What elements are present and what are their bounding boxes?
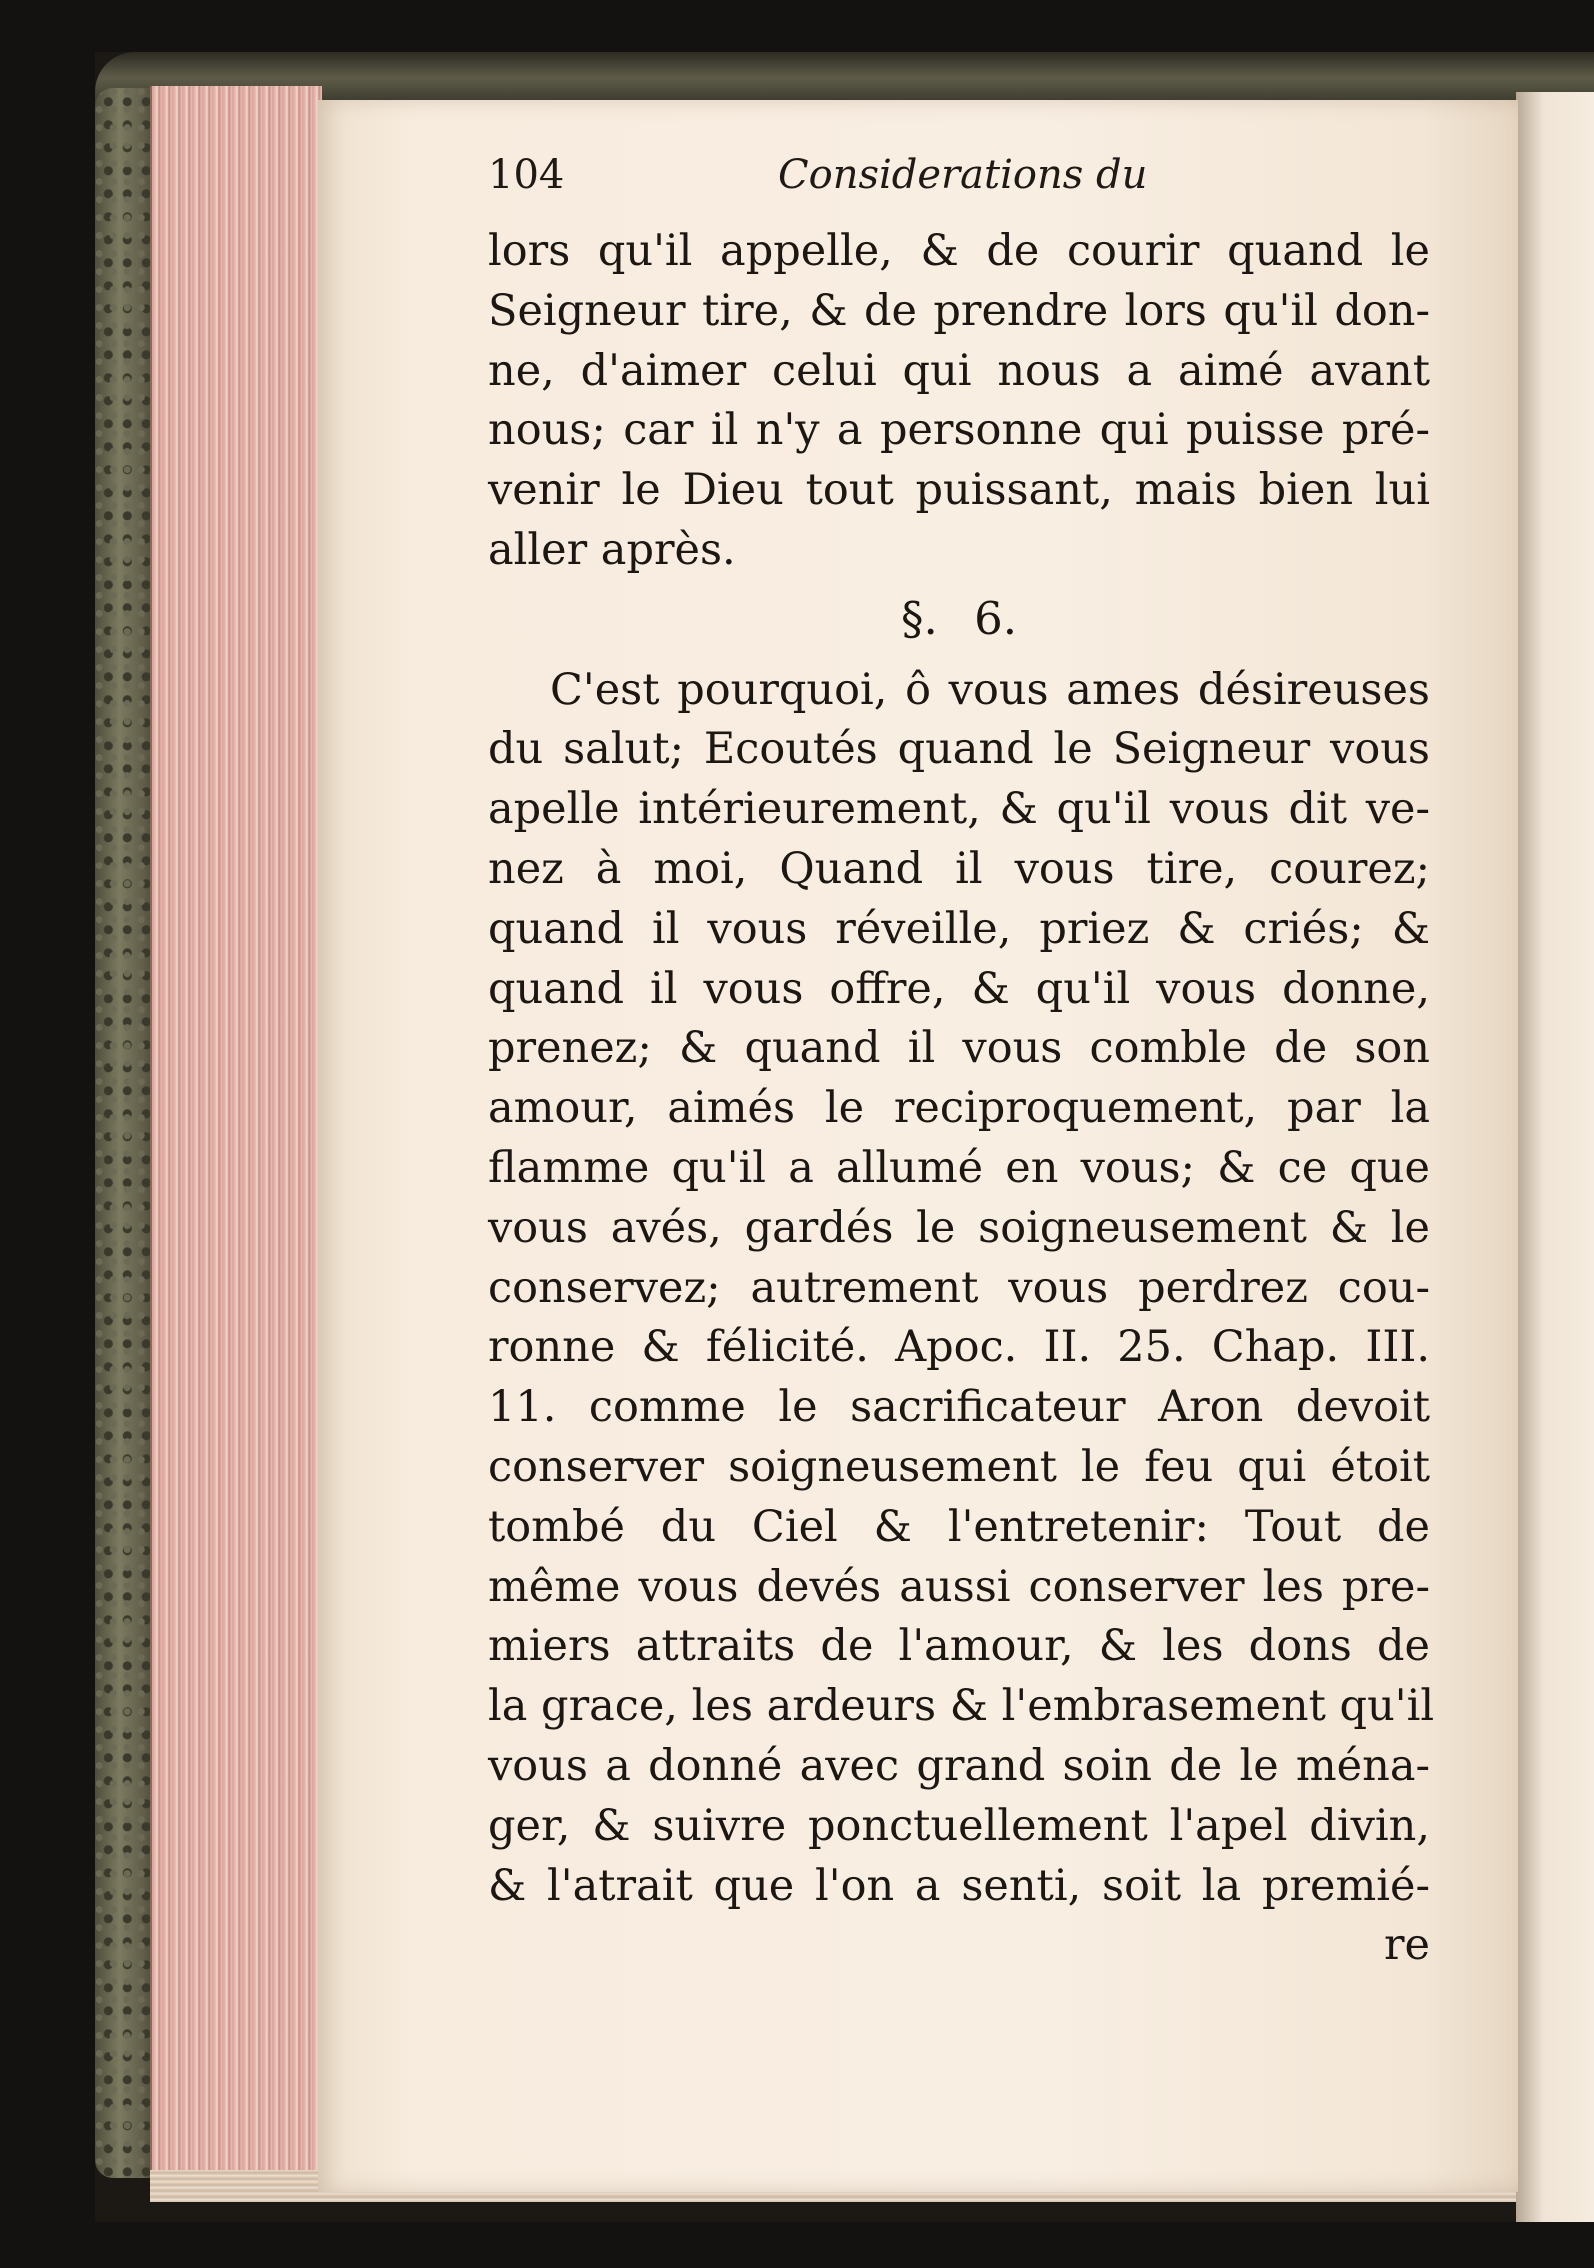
text-line: prenez; & quand il vous comble de son (488, 1023, 1430, 1074)
text-line: venir le Dieu tout puissant, mais bien lui (488, 465, 1430, 516)
text-line: miers attraits de l'amour, & les dons de (488, 1621, 1430, 1672)
text-line: amour, aimés le reciproquement, par la (488, 1083, 1430, 1134)
page-header (488, 152, 1188, 208)
text-line: C'est pourquoi, ô vous ames désireuses (550, 664, 1430, 715)
text-line: apelle intérieurement, & qu'il vous dit ve- (488, 784, 1430, 835)
text-line: nous; car il n'y a personne qui puisse pré- (488, 405, 1430, 456)
text-line: la grace, les ardeurs & l'embrasement qu'il (488, 1681, 1435, 1732)
text-line: quand il vous réveille, priez & criés; & (488, 903, 1430, 954)
text-line: ger, & suivre ponctuellement l'apel divin, (488, 1800, 1430, 1851)
page-number: 104 (488, 152, 565, 198)
text-line: nez à moi, Quand il vous tire, courez; (488, 843, 1430, 894)
text-line: ronne & félicité. Apoc. II. 25. Chap. III. (488, 1322, 1430, 1373)
running-head: Considerations du (778, 152, 1148, 198)
text-line: vous a donné avec grand soin de le ména- (488, 1740, 1430, 1791)
text-line: tombé du Ciel & l'entretenir: Tout de (488, 1501, 1430, 1552)
text-line: flamme qu'il a allumé en vous; & ce que (488, 1142, 1430, 1193)
text-line: du salut; Ecoutés quand le Seigneur vous (488, 724, 1430, 775)
text-line: Seigneur tire, & de prendre lors qu'il don- (488, 285, 1430, 336)
text-line: conserver soigneusement le feu qui étoit (488, 1441, 1430, 1492)
text-line: lors qu'il appelle, & de courir quand le (488, 226, 1430, 276)
text-line: quand il vous offre, & qu'il vous donne, (488, 963, 1430, 1014)
page-edges (150, 86, 322, 2196)
text-line: 11. comme le sacrificateur Aron devoit (488, 1382, 1430, 1433)
text-line: conservez; autrement vous perdrez cou- (488, 1262, 1430, 1313)
text-line: vous avés, gardés le soigneusement & le (488, 1202, 1430, 1253)
section-heading: §. 6. (900, 591, 1018, 645)
text-line: & l'atrait que l'on a senti, soit la premié- (488, 1860, 1430, 1911)
text-line: même vous devés aussi conserver les pre- (488, 1561, 1430, 1612)
text-line: aller après. (488, 524, 736, 575)
catchword: re (1383, 1920, 1430, 1971)
facing-page (1516, 92, 1594, 2222)
page-body-text (488, 222, 1435, 1976)
text-line: ne, d'aimer celui qui nous a aimé avant (488, 345, 1430, 396)
